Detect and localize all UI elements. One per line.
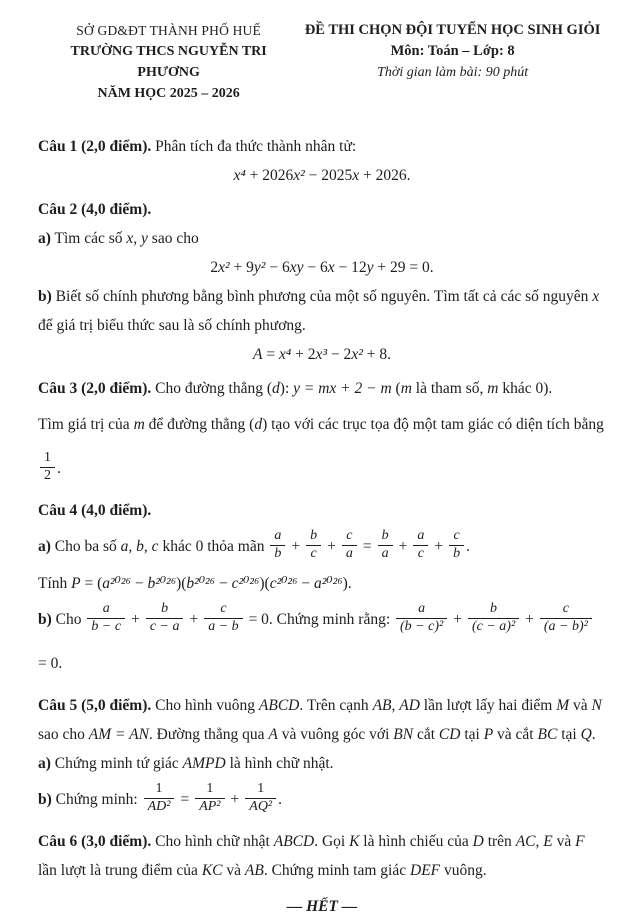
operator: + [230, 791, 240, 808]
fraction [306, 528, 321, 563]
question-5-body: và [569, 697, 592, 714]
math-var: N [591, 697, 602, 714]
question-3-label: Câu 3 (2,0 điểm). [38, 380, 152, 397]
school-department: SỞ GD&ĐT THÀNH PHỐ HUẾ [76, 23, 261, 38]
question-4b-text: = 0. Chứng minh rằng: [244, 611, 395, 628]
question-2a-label: a) [38, 230, 51, 247]
fraction [144, 781, 175, 816]
fraction-denominator: (c − a)² [468, 618, 519, 636]
math-var: ABCD [258, 697, 300, 714]
formula-run: + 2 [291, 346, 316, 363]
question-5a-text: là hình chữ nhật. [225, 755, 334, 772]
math-expression: AM = AN [88, 726, 149, 743]
question-6-label: Câu 6 (3,0 điểm). [38, 833, 152, 850]
question-4a-text: Cho ba số [50, 538, 121, 555]
math-vars: x, y [126, 230, 148, 247]
question-3-task-text: Tìm giá trị của [38, 416, 134, 433]
formula-run: P [71, 575, 81, 592]
operator: + [398, 538, 408, 555]
operator: + [327, 538, 336, 555]
formula-run: − [215, 575, 232, 592]
header [38, 20, 606, 104]
math-var: AD [399, 697, 420, 714]
formula-run: + 29 = 0. [373, 259, 434, 276]
formula-run: c²⁰²⁶ [269, 575, 298, 592]
question-5-body: tại [460, 726, 484, 743]
math-var: M [556, 697, 570, 714]
fraction-numerator: a [417, 528, 425, 544]
math-var: CD [438, 726, 461, 743]
question-5b-text: . [278, 791, 282, 808]
fraction-numerator: 1 [44, 450, 51, 466]
operator: + [131, 611, 140, 628]
question-4a-text: khác 0 thỏa mãn [158, 538, 269, 555]
formula-run: + 2026. [359, 167, 411, 184]
question-4a-text: . [466, 538, 470, 555]
formula-run: A [253, 346, 263, 363]
formula-run: + 9 [229, 259, 254, 276]
header-right [299, 20, 606, 104]
fraction-numerator: c [562, 601, 569, 617]
formula-run: − [297, 575, 314, 592]
fraction [378, 528, 393, 563]
operator: = [362, 538, 372, 555]
fraction [413, 528, 428, 563]
fraction-numerator: b [161, 601, 169, 617]
question-2a-text: sao cho [147, 230, 199, 247]
formula-run: x [352, 167, 360, 184]
formula-run: − [130, 575, 148, 592]
formula-run: ). [342, 575, 352, 592]
question-3-text: Cho đường thẳng ( [151, 380, 273, 397]
question-5-body: cắt [413, 726, 439, 743]
operator: = [180, 791, 190, 808]
fraction [342, 528, 357, 563]
question-3-text: ): [279, 380, 294, 397]
fraction-numerator: 1 [155, 781, 163, 797]
question-5-body: và vuông góc với [277, 726, 394, 743]
formula-run: b²⁰²⁶ [186, 575, 216, 592]
math-var: d [272, 380, 280, 397]
fraction-denominator: a − b [204, 618, 242, 636]
fraction [195, 781, 224, 816]
fraction-denominator: c − a [146, 618, 184, 636]
math-var: D [472, 833, 484, 850]
compute-label: Tính [38, 575, 72, 592]
operator: + [525, 611, 534, 628]
math-var: ABCD [273, 833, 315, 850]
question-5b-label: b) [38, 791, 52, 808]
question-6-body: , [535, 833, 544, 850]
question-2b-body: để giá trị biểu thức sau là số chính phương. [38, 317, 306, 334]
question-1-formula [38, 161, 606, 190]
math-var: m [400, 380, 412, 397]
math-expression: y = mx + 2 − m [293, 380, 392, 397]
question-1-label: Câu 1 (2,0 điểm). [38, 138, 152, 155]
math-var: K [349, 833, 360, 850]
formula-run: x² [218, 259, 230, 276]
formula-run: )( [176, 575, 187, 592]
fraction-denominator: b − c [87, 618, 125, 636]
question-5-body: sao cho [38, 726, 89, 743]
formula-run: − 12 [334, 259, 367, 276]
question-5-body: tại [557, 726, 581, 743]
operator: + [291, 538, 301, 555]
question-5b-text: Chứng minh: [51, 791, 142, 808]
fraction [540, 601, 592, 636]
fraction-numerator: b [490, 601, 498, 617]
question-2b-formula [38, 340, 606, 369]
math-var: BC [537, 726, 558, 743]
fraction [40, 450, 55, 485]
fraction-denominator: (a − b)² [540, 618, 592, 636]
fraction-numerator: 1 [206, 781, 214, 797]
math-var: E [543, 833, 553, 850]
question-5-label: Câu 5 (5,0 điểm). [38, 697, 152, 714]
formula-run: b²⁰²⁶ [147, 575, 177, 592]
question-1-intro [38, 132, 606, 161]
fraction [468, 601, 519, 636]
fraction-denominator: a [342, 545, 357, 563]
fraction [204, 601, 242, 636]
operator: + [434, 538, 444, 555]
formula-run: xy [289, 259, 304, 276]
fraction-numerator: a [418, 601, 426, 617]
question-5-body: Cho hình vuông [151, 697, 259, 714]
question-3-text: ( [391, 380, 401, 397]
question-4-label: Câu 4 (4,0 điểm). [38, 502, 152, 519]
question-4b-text: Cho [51, 611, 86, 628]
math-var: BN [393, 726, 414, 743]
question-2-heading [38, 195, 606, 224]
math-var: m [487, 380, 499, 397]
formula-run: c²⁰²⁶ [231, 575, 260, 592]
question-6-body: trên [483, 833, 516, 850]
formula-run: x² [293, 167, 305, 184]
question-3-task [38, 403, 606, 491]
fraction-numerator: 1 [257, 781, 265, 797]
formula-run: − 2 [327, 346, 352, 363]
formula-run: + 2026 [245, 167, 294, 184]
question-5-body: , [391, 697, 400, 714]
question-5-body: và cắt [493, 726, 538, 743]
formula-run: y² [253, 259, 266, 276]
question-3-task-text: . [57, 460, 61, 477]
question-4-heading [38, 496, 606, 525]
fraction-denominator: b [449, 545, 464, 563]
question-5-body: . Đường thẳng qua [148, 726, 269, 743]
fraction-numerator: b [381, 528, 389, 544]
question-5a-line [38, 749, 606, 778]
math-var: AMPD [182, 755, 226, 772]
question-2a-formula [38, 253, 606, 282]
question-6-body: Cho hình chữ nhật [151, 833, 274, 850]
formula-run: y [366, 259, 374, 276]
math-var: P [483, 726, 494, 743]
fraction-denominator: AD² [144, 798, 175, 816]
question-4b-text: = 0. [38, 655, 63, 672]
formula-run: x⁴ [279, 346, 292, 363]
formula-run: x [327, 259, 335, 276]
question-1-text: Phân tích đa thức thành nhân tử: [151, 138, 357, 155]
formula-run: 2 [210, 259, 219, 276]
formula-run: a²⁰²⁶ [102, 575, 131, 592]
formula-run: − 6 [303, 259, 328, 276]
question-6-body: lần lượt là trung điểm của [38, 862, 202, 879]
question-5a-text: Chứng minh tứ giác [50, 755, 183, 772]
question-3-task-text: ) tạo với các trục tọa độ một tam giác có diện tích bằng [262, 416, 604, 433]
math-var: KC [201, 862, 223, 879]
question-5b-line [38, 778, 606, 822]
fraction [245, 781, 276, 816]
formula-run: x² [351, 346, 363, 363]
fraction-denominator: (b − c)² [396, 618, 447, 636]
fraction [396, 601, 447, 636]
formula-run: = ( [80, 575, 103, 592]
fraction-denominator: a [378, 545, 393, 563]
question-4-compute [38, 569, 606, 598]
fraction [449, 528, 464, 563]
formula-run: a²⁰²⁶ [313, 575, 343, 592]
question-4b-label: b) [38, 611, 52, 628]
fraction-denominator: AP² [195, 798, 224, 816]
formula-run: − 6 [265, 259, 290, 276]
fraction-numerator: a [102, 601, 110, 617]
question-4a-line [38, 525, 606, 569]
fraction-numerator: a [274, 528, 282, 544]
fraction-numerator: c [453, 528, 460, 544]
fraction [270, 528, 285, 563]
question-6-body: và [222, 862, 245, 879]
exam-duration: Thời gian làm bài: 90 phút [377, 65, 529, 80]
math-var: A [268, 726, 278, 743]
math-var: AB [372, 697, 392, 714]
formula-run: x⁴ [233, 167, 246, 184]
fraction-numerator: c [346, 528, 353, 544]
math-var: m [133, 416, 145, 433]
header-left [38, 20, 299, 104]
formula-run: x³ [315, 346, 328, 363]
end-marker: — HẾT — [286, 898, 358, 915]
math-var: x [592, 288, 600, 305]
exam-title: ĐỀ THI CHỌN ĐỘI TUYỂN HỌC SINH GIỎI [304, 22, 601, 38]
question-3-text: khác 0). [498, 380, 553, 397]
fraction [146, 601, 184, 636]
question-3-text: là tham số, [411, 380, 488, 397]
question-4b-line [38, 598, 606, 686]
school-year: NĂM HỌC 2025 – 2026 [97, 86, 240, 101]
question-2a-text: Tìm các số [50, 230, 127, 247]
fraction-denominator: AQ² [245, 798, 276, 816]
question-2-label: Câu 2 (4,0 điểm). [38, 201, 152, 218]
math-var: d [254, 416, 263, 433]
fraction [87, 601, 125, 636]
math-var: DEF [410, 862, 441, 879]
question-5-body: lần lượt lấy hai điểm [419, 697, 557, 714]
math-var: F [575, 833, 585, 850]
operator: + [453, 611, 462, 628]
question-5-body: . Trên cạnh [299, 697, 373, 714]
fraction-numerator: c [220, 601, 227, 617]
question-6-body: . Chứng minh tam giác [263, 862, 410, 879]
math-var: AC [515, 833, 536, 850]
fraction-numerator: b [310, 528, 318, 544]
question-4a-label: a) [38, 538, 51, 555]
question-5-body: . [591, 726, 596, 743]
operator: + [189, 611, 199, 628]
formula-run: = [262, 346, 279, 363]
question-2a-intro [38, 224, 606, 253]
fraction-denominator: 2 [40, 467, 55, 485]
question-6-body: và [552, 833, 576, 850]
question-6-body: là hình chiếu của [359, 833, 473, 850]
question-6-body: vuông. [440, 862, 487, 879]
question-3-intro [38, 374, 606, 403]
question-5-text [38, 691, 606, 749]
math-vars: a, b, c [120, 538, 159, 555]
formula-run: )( [259, 575, 270, 592]
question-3-task-text: để đường thẳng ( [144, 416, 255, 433]
question-2b-label: b) [38, 288, 52, 305]
fraction-denominator: b [270, 545, 285, 563]
question-2b-body: Biết số chính phương bằng bình phương của một số nguyên. Tìm tất cả các số nguyên [51, 288, 593, 305]
exam-subject: Môn: Toán – Lớp: 8 [390, 43, 515, 59]
formula-run: − 2025 [304, 167, 353, 184]
math-var: Q [580, 726, 592, 743]
fraction-denominator: c [413, 545, 428, 563]
fraction-denominator: c [306, 545, 321, 563]
question-6-body: . Gọi [314, 833, 350, 850]
school-name: TRƯỜNG THCS NGUYỄN TRI PHƯƠNG [70, 44, 267, 80]
question-2b-text [38, 282, 606, 340]
question-6-text [38, 827, 606, 885]
formula-run: + 8. [362, 346, 391, 363]
math-var: AB [244, 862, 264, 879]
question-5a-label: a) [38, 755, 51, 772]
